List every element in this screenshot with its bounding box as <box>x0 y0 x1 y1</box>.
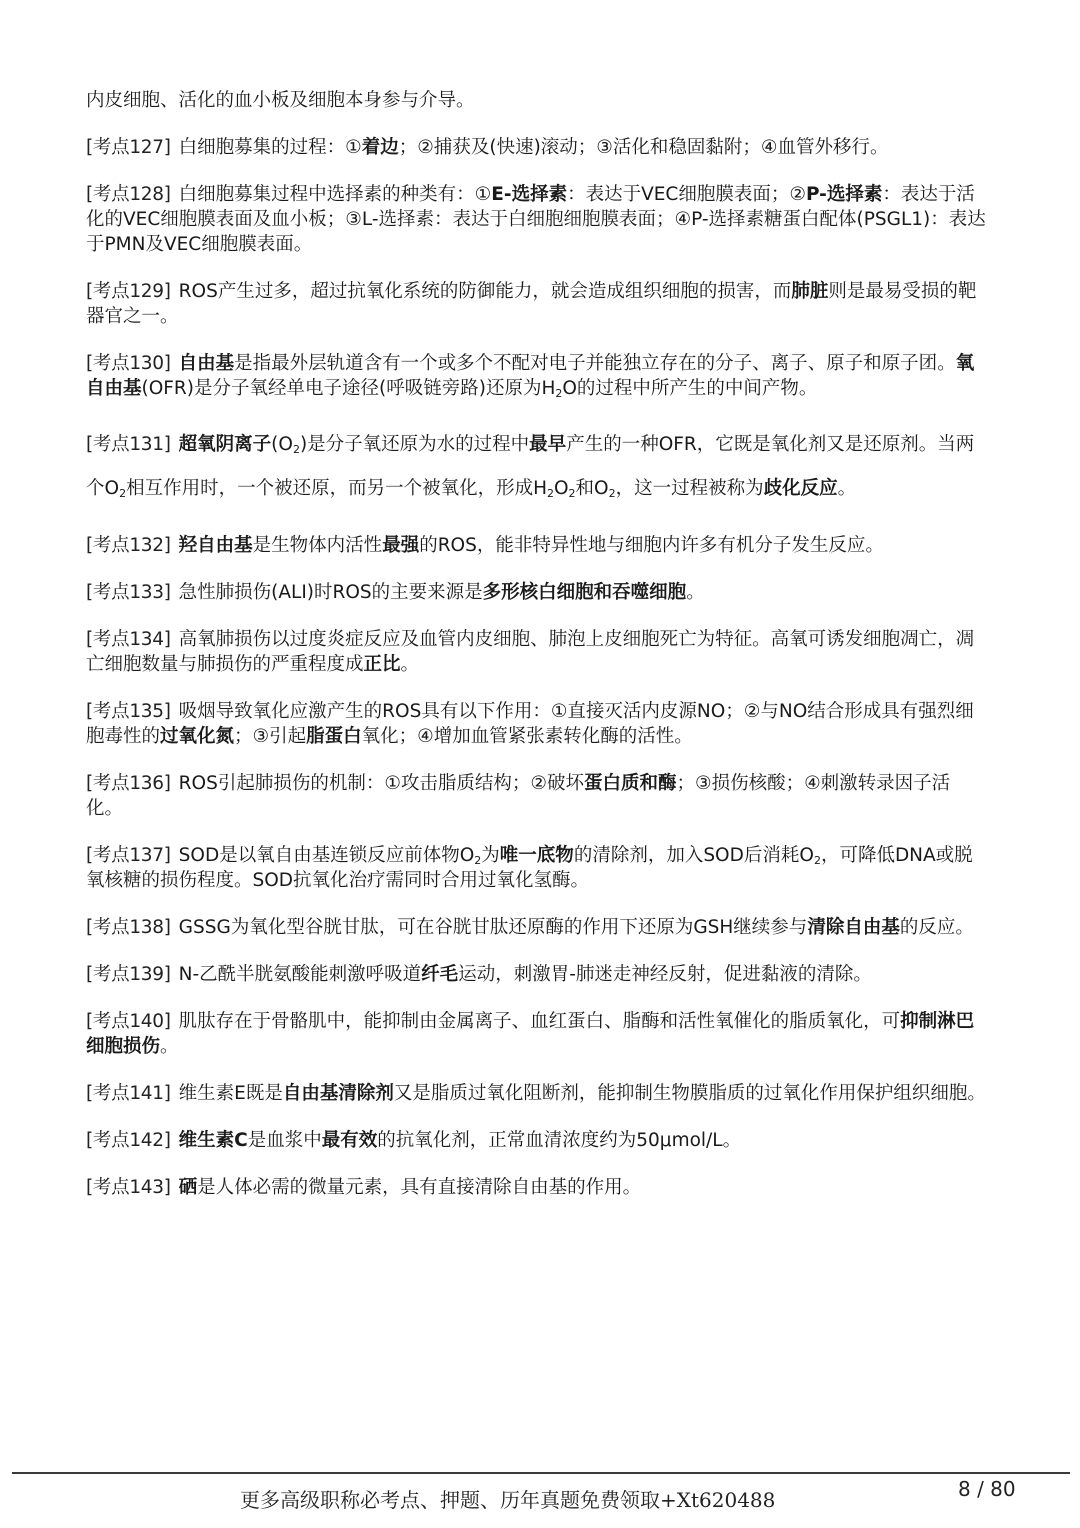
kaodian-tag: [考点128] <box>86 184 171 205</box>
page-number: 8 / 80 <box>958 1477 1016 1501</box>
kaodian-142: [考点142] 维生素C是血浆中最有效的抗氧化剂，正常血清浓度约为50μmol/L。 <box>86 1130 742 1151</box>
kaodian-tag: [考点131] <box>86 434 171 455</box>
kaodian-143: [考点143] 硒是人体必需的微量元素，具有直接清除自由基的作用。 <box>86 1177 642 1198</box>
kaodian-128: [考点128] 白细胞募集过程中选择素的种类有：①E-选择素：表达于VEC细胞膜表面；②P-选择素：表达于活化的VEC细胞膜表面及血小板；③L-选择素：表达于白细胞细胞膜表面；④P-选择素糖蛋白配体(PSGL1)：表达于PMN及VEC细胞膜表面。 <box>86 184 986 255</box>
kaodian-127: [考点127] 白细胞募集的过程：①着边；②捕获及(快速)滚动；③活化和稳固黏附；④血管外移行。 <box>86 137 889 158</box>
kaodian-tag: [考点134] <box>86 629 171 650</box>
kaodian-tag: [考点141] <box>86 1083 171 1104</box>
kaodian-tag: [考点135] <box>86 701 171 722</box>
kaodian-133: [考点133] 急性肺损伤(ALI)时ROS的主要来源是多形核白细胞和吞噬细胞。 <box>86 582 705 603</box>
kaodian-tag: [考点140] <box>86 1011 171 1032</box>
footer-promo-text: 更多高级职称必考点、押题、历年真题免费领取+Xt620488 <box>240 1488 776 1512</box>
kaodian-141: [考点141] 维生素E既是自由基清除剂又是脂质过氧化阻断剂，能抑制生物膜脂质的过氧化作用保护组织细胞。 <box>86 1083 986 1104</box>
kaodian-tag: [考点143] <box>86 1177 171 1198</box>
kaodian-139: [考点139] N-乙酰半胱氨酸能刺激呼吸道纤毛运动，刺激胃-肺迷走神经反射，促进黏液的清除。 <box>86 964 872 985</box>
page-content <box>86 88 986 1222</box>
kaodian-129: [考点129] ROS产生过多，超过抗氧化系统的防御能力，就会造成组织细胞的损害，而肺脏则是最易受损的靶器官之一。 <box>86 281 977 327</box>
kaodian-tag: [考点133] <box>86 582 171 603</box>
kaodian-tag: [考点139] <box>86 964 171 985</box>
kaodian-tag: [考点136] <box>86 773 171 794</box>
kaodian-tag: [考点127] <box>86 137 171 158</box>
intro-paragraph: 内皮细胞、活化的血小板及细胞本身参与介导。 <box>86 90 475 111</box>
kaodian-tag: [考点132] <box>86 535 171 556</box>
kaodian-136: [考点136] ROS引起肺损伤的机制：①攻击脂质结构；②破坏蛋白质和酶；③损伤核酸；④刺激转录因子活化。 <box>86 773 951 819</box>
kaodian-130: [考点130] 自由基是指最外层轨道含有一个或多个不配对电子并能独立存在的分子、离子、原子和原子团。氧自由基(OFR)是分子氧经单电子途径(呼吸链旁路)还原为$H_2O$的过程中所产生的中间产物。 <box>86 353 975 400</box>
kaodian-140: [考点140] 肌肽存在于骨骼肌中，能抑制由金属离子、血红蛋白、脂酶和活性氧催化的脂质氧化，可抑制淋巴细胞损伤。 <box>86 1011 975 1057</box>
kaodian-tag: [考点138] <box>86 917 171 938</box>
footer-divider <box>12 1472 1070 1474</box>
kaodian-tag: [考点129] <box>86 281 171 302</box>
kaodian-tag: [考点142] <box>86 1130 171 1151</box>
kaodian-131: [考点131] 超氧阴离子$(O_2)$是分子氧还原为水的过程中最早产生的一种OFR，它既是氧化剂又是还原剂。当两个$O_2$相互作用时，一个被还原，而另一个被氧化，形成$H_2O_2$和$O_2$，这一过程被称为歧化反应。 <box>86 434 975 500</box>
kaodian-134: [考点134] 高氧肺损伤以过度炎症反应及血管内皮细胞、肺泡上皮细胞死亡为特征。高氧可诱发细胞凋亡，凋亡细胞数量与肺损伤的严重程度成正比。 <box>86 629 975 675</box>
kaodian-132: [考点132] 羟自由基是生物体内活性最强的ROS，能非特异性地与细胞内许多有机分子发生反应。 <box>86 535 884 556</box>
kaodian-137: [考点137] SOD是以氧自由基连锁反应前体物$O_2$为唯一底物的清除剂，加入SOD后消耗$O_2$，可降低DNA或脱氧核糖的损伤程度。SOD抗氧化治疗需同时合用过氧化氢酶。 <box>86 845 973 891</box>
kaodian-tag: [考点130] <box>86 353 171 374</box>
kaodian-tag: [考点137] <box>86 845 171 866</box>
kaodian-138: [考点138] GSSG为氧化型谷胱甘肽，可在谷胱甘肽还原酶的作用下还原为GSH继续参与清除自由基的反应。 <box>86 917 974 938</box>
kaodian-135: [考点135] 吸烟导致氧化应激产生的ROS具有以下作用：①直接灭活内皮源NO；②与NO结合形成具有强烈细胞毒性的过氧化氮；③引起脂蛋白氧化；④增加血管紧张素转化酶的活性。 <box>86 701 974 747</box>
